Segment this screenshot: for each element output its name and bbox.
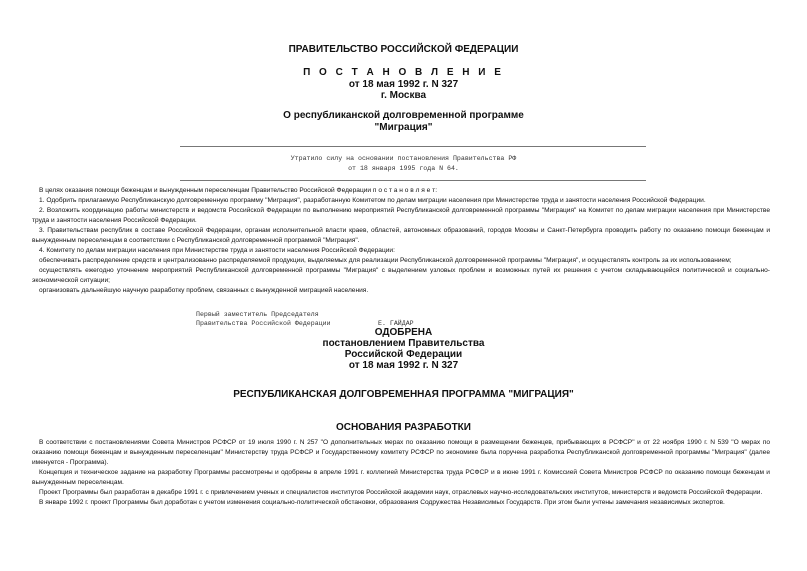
doc-title-line1: О республиканской долговременной программе — [283, 110, 524, 121]
approval-line2: постановлением Правительства — [322, 338, 485, 349]
section-paragraph-4: В январе 1992 г. проект Программы был доработан с учетом изменения социально-политической обстановки, образования Содружества Независимых Государств. При этом были учтены замечания независимых экспертов. — [39, 499, 725, 506]
void-notice-line2: от 18 января 1995 года N 64. — [348, 165, 459, 172]
decree-item-4: 4. Комитету по делам миграции населения при Министерстве труда и занятости населения Российской Федерации: — [39, 247, 395, 254]
section-paragraph-1: В соответствии с постановлениями Совета Министров РСФСР от 19 июля 1990 г. N 257 "О дополнительных мерах по оказанию помощи в размещении беженцев, прибывающих в РСФСР" и от 22 ноября 1990 г. N 539 "О мерах по оказанию помощи беженцам и вынужденным переселенцам" Министерству труда РСФСР и Государственному комитету РСФСР по экономике была поручена разработка Республиканской долговременной программы "Миграция" (далее именуется - Программа). — [32, 439, 770, 466]
decree-item-3: 3. Правительствам республик в составе Российской Федерации, органам исполнительной власти краев, областей, автономных образований, городов Москвы и Санкт-Петербурга проводить работу по оказанию помощи беженцам и вынужденным переселенцам в соответствии с Республиканской долговременной программой "Миграция". — [32, 227, 770, 244]
section-title: ОСНОВАНИЯ РАЗРАБОТКИ — [336, 422, 471, 433]
decree-item-1: 1. Одобрить прилагаемую Республиканскую долговременную программу "Миграция", разработанную Комитетом по делам миграции населения при Министерстве труда и занятости населения Российской Федерации. — [39, 197, 706, 204]
approval-line3: Российской Федерации — [344, 349, 463, 360]
divider-bottom — [180, 180, 646, 181]
decree-body — [32, 186, 770, 296]
section-paragraph-3: Проект Программы был разработан в декабре 1991 г. с привлечением ученых и специалистов институтов Российской академии наук, отраслевых научно-исследовательских институтов, министерств и ведомств Российской Федерации. — [39, 489, 763, 496]
doc-title-line2: "Миграция" — [374, 122, 433, 133]
doc-city: г. Москва — [380, 90, 427, 101]
divider-top — [180, 146, 646, 147]
doc-date-number: от 18 мая 1992 г. N 327 — [348, 79, 459, 90]
signatory-position-line2: Правительства Российской Федерации — [196, 320, 331, 327]
approval-line4: от 18 мая 1992 г. N 327 — [348, 360, 459, 371]
decree-item-4b: осуществлять ежегодно уточнение мероприятий Республиканской долговременной программы "Миграция" с выделением узловых проблем и возможных путей их решения с учетом складывающейся политической и социально-экономической ситуации; — [32, 267, 770, 284]
decree-item-4c: организовать дальнейшую научную разработку проблем, связанных с вынужденной миграцией населения. — [39, 287, 369, 294]
program-title: РЕСПУБЛИКАНСКАЯ ДОЛГОВРЕМЕННАЯ ПРОГРАММА "МИГРАЦИЯ" — [233, 389, 574, 400]
doc-type-heading: П О С Т А Н О В Л Е Н И Е — [303, 67, 504, 78]
government-heading: ПРАВИТЕЛЬСТВО РОССИЙСКОЙ ФЕДЕРАЦИИ — [288, 44, 519, 55]
decree-item-4a: обеспечивать распределение средств и централизованно распределяемой продукции, выделяемых для реализации Республиканской долговременной программы "Миграция", и осуществлять контроль за их использованием; — [39, 257, 732, 264]
void-notice-line1: Утратило силу на основании постановления Правительства РФ — [290, 155, 517, 162]
section-body — [32, 438, 770, 508]
approval-line1: ОДОБРЕНА — [374, 327, 433, 338]
signatory-name: Е. ГАЙДАР — [378, 320, 414, 327]
decree-item-2: 2. Возложить координацию работы министерств и ведомств Российской Федерации по выполнению мероприятий Республиканской долговременной программы "Миграция" на Комитет по делам миграции населения при Министерстве труда и занятости населения Российской Федерации. — [32, 207, 770, 224]
section-paragraph-2: Концепция и техническое задание на разработку Программы рассмотрены и одобрены в апреле 1991 г. коллегией Министерства труда РСФСР и в июне 1991 г. Комиссией Совета Министров РСФСР по оказанию помощи беженцам и вынужденным переселенцам. — [32, 469, 770, 486]
signatory-position-line1: Первый заместитель Председателя — [196, 311, 319, 318]
decree-intro: В целях оказания помощи беженцам и вынужденным переселенцам Правительство Российской Федерации п о с т а н о в л я е т: — [39, 187, 438, 194]
